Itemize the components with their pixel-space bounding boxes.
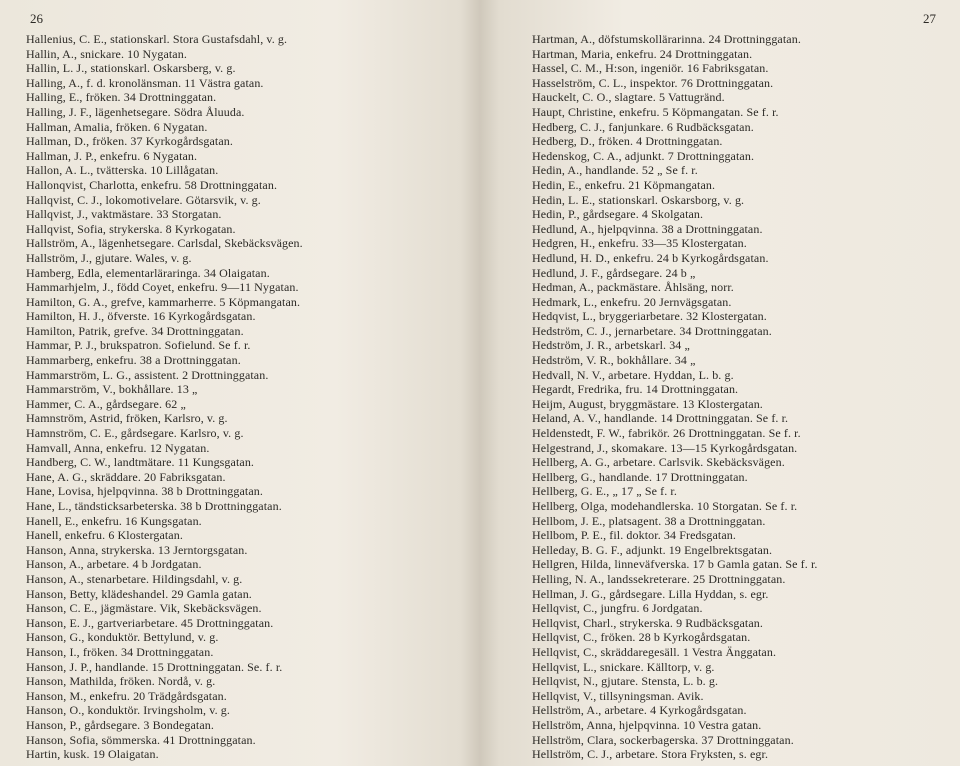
directory-entry: Hanson, Betty, klädeshandel. 29 Gamla gatan. xyxy=(26,586,252,601)
directory-entry: Hamilton, H. J., öfverste. 16 Kyrkogårdsgatan. xyxy=(26,309,256,324)
page-number: 27 xyxy=(923,11,936,26)
directory-entry: Hellqvist, N., gjutare. Stensta, L. b. g. xyxy=(532,674,719,689)
directory-entry: Hedman, A., packmästare. Åhlsäng, norr. xyxy=(532,280,734,295)
directory-entry: Hedström, V. R., bokhållare. 34 „ xyxy=(532,353,696,368)
directory-entry: Hanson, E. J., gartveriarbetare. 45 Drottninggatan. xyxy=(26,615,274,630)
directory-entry: Hane, L., tändsticksarbeterska. 38 b Drottninggatan. xyxy=(26,499,282,513)
directory-entry: Helgestrand, J., skomakare. 13—15 Kyrkogårdsgatan. xyxy=(532,440,798,455)
directory-entry: Hartman, A., döfstumskollärarinna. 24 Drottninggatan. xyxy=(532,32,801,46)
directory-entry: Hanson, O., konduktör. Irvingsholm, v. g. xyxy=(26,703,230,718)
directory-entry: Hanson, Anna, strykerska. 13 Jerntorgsgatan. xyxy=(26,542,248,557)
directory-entry: Halling, J. F., lägenhetsegare. Södra Åluuda. xyxy=(26,104,245,119)
directory-entry: Hanson, G., konduktör. Bettylund, v. g. xyxy=(26,630,219,645)
directory-entry: Hanson, M., enkefru. 20 Trädgårdsgatan. xyxy=(26,688,227,703)
directory-entry: Helleday, B. G. F., adjunkt. 19 Engelbrektsgatan. xyxy=(532,542,773,557)
directory-entry: Hedin, E., enkefru. 21 Köpmangatan. xyxy=(532,177,716,192)
directory-entry: Hanson, A., arbetare. 4 b Jordgatan. xyxy=(26,557,202,572)
directory-entry: Hallonqvist, Charlotta, enkefru. 58 Drottninggatan. xyxy=(26,177,278,192)
directory-entry: Hammarberg, enkefru. 38 a Drottninggatan. xyxy=(26,353,241,368)
directory-entry: Hanson, A., stenarbetare. Hildingsdahl, v. g. xyxy=(26,571,243,586)
directory-entry: Hallqvist, J., vaktmästare. 33 Storgatan. xyxy=(26,207,222,222)
directory-entry: Hamberg, Edla, elementarläraringa. 34 Olaigatan. xyxy=(26,265,270,280)
directory-entry: Hellgren, Hilda, linneväfverska. 17 b Gamla gatan. Se f. r. xyxy=(532,557,818,572)
directory-entry: Hedberg, C. J., fanjunkare. 6 Rudbäcksgatan. xyxy=(532,119,754,134)
directory-entry: Hellberg, A. G., arbetare. Carlsvik. Skebäcksvägen. xyxy=(532,455,785,470)
directory-entry: Haupt, Christine, enkefru. 5 Köpmangatan. Se f. r. xyxy=(532,104,779,119)
directory-entry: Hammarström, V., bokhållare. 13 „ xyxy=(26,382,198,397)
directory-entry: Hellström, Clara, sockerbagerska. 37 Drottninggatan. xyxy=(532,732,794,747)
page-number: 26 xyxy=(30,11,43,26)
directory-entry: Heldenstedt, F. W., fabrikör. 26 Drottninggatan. Se f. r. xyxy=(532,426,801,441)
directory-entry: Hanell, enkefru. 6 Klostergatan. xyxy=(26,528,183,543)
directory-entry: Hanson, P., gårdsegare. 3 Bondegatan. xyxy=(26,717,214,732)
directory-entry: Hanson, I., fröken. 34 Drottninggatan. xyxy=(26,644,214,659)
directory-entry: Halling, A., f. d. kronolänsman. 11 Västra gatan. xyxy=(26,75,264,90)
directory-entry: Hellqvist, C., fröken. 28 b Kyrkogårdsgatan. xyxy=(532,630,751,645)
directory-entry: Handberg, C. W., landtmätare. 11 Kungsgatan. xyxy=(26,455,255,470)
directory-entry: Hane, Lovisa, hjelpqvinna. 38 b Drottninggatan. xyxy=(26,484,263,499)
directory-entry: Hasselström, C. L., inspektor. 76 Drottninggatan. xyxy=(532,75,774,90)
directory-entry: Hallström, A., lägenhetsegare. Carlsdal, Skebäcksvägen. xyxy=(26,236,303,251)
directory-entry: Hellström, C. J., arbetare. Stora Fryksten, s. egr. xyxy=(532,747,769,762)
directory-entry: Hammar, P. J., brukspatron. Sofielund. Se f. r. xyxy=(26,338,251,353)
directory-entry: Hedlund, J. F., gårdsegare. 24 b „ xyxy=(532,265,696,280)
directory-entry: Hedenskog, C. A., adjunkt. 7 Drottninggatan. xyxy=(532,148,755,163)
directory-entry: Hedlund, H. D., enkefru. 24 b Kyrkogårdsgatan. xyxy=(532,250,769,265)
directory-entry: Hellqvist, C., skräddaregesäll. 1 Vestra Änggatan. xyxy=(532,644,777,659)
directory-entry: Hellqvist, C., jungfru. 6 Jordgatan. xyxy=(532,601,703,616)
directory-entry: Hellqvist, Charl., strykerska. 9 Rudbäcksgatan. xyxy=(532,615,763,630)
directory-entry: Hanell, E., enkefru. 16 Kungsgatan. xyxy=(26,513,202,528)
directory-entry: Hellström, Anna, hjelpqvinna. 10 Vestra gatan. xyxy=(532,717,762,732)
directory-entry: Hanson, Sofia, sömmerska. 41 Drottninggatan. xyxy=(26,732,256,747)
directory-entry: Hellström, A., arbetare. 4 Kyrkogårdsgatan. xyxy=(532,703,747,718)
directory-entry: Hassel, C. M., H:son, ingeniör. 16 Fabriksgatan. xyxy=(532,61,769,76)
directory-entry: Hammer, C. A., gårdsegare. 62 „ xyxy=(26,396,186,411)
directory-entry: Hedmark, L., enkefru. 20 Jernvägsgatan. xyxy=(532,294,732,309)
directory-entry: Hamvall, Anna, enkefru. 12 Nygatan. xyxy=(26,440,210,455)
directory-entry: Hellman, J. G., gårdsegare. Lilla Hyddan, s. egr. xyxy=(532,586,769,601)
directory-entry: Hamnström, Astrid, fröken, Karlsro, v. g. xyxy=(26,411,228,426)
directory-entry: Hellbom, J. E., platsagent. 38 a Drottninggatan. xyxy=(532,513,766,528)
directory-entry: Hanson, J. P., handlande. 15 Drottninggatan. Se. f. r. xyxy=(26,659,283,674)
directory-entry: Hamilton, G. A., grefve, kammarherre. 5 Köpmangatan. xyxy=(26,294,301,309)
directory-entry: Hallqvist, Sofia, strykerska. 8 Kyrkogatan. xyxy=(26,221,236,236)
directory-entry: Hane, A. G., skräddare. 20 Fabriksgatan. xyxy=(26,469,226,484)
directory-entry: Hanson, Mathilda, fröken. Nordå, v. g. xyxy=(26,674,216,689)
directory-entry: Hellberg, G., handlande. 17 Drottninggatan. xyxy=(532,469,748,484)
directory-entry: Hallqvist, C. J., lokomotivelare. Götarsvik, v. g. xyxy=(26,192,261,207)
directory-entry: Hedström, C. J., jernarbetare. 34 Drottninggatan. xyxy=(532,323,772,338)
directory-list xyxy=(532,32,936,762)
directory-entry: Hammarhjelm, J., född Coyet, enkefru. 9—11 Nygatan. xyxy=(26,280,299,295)
directory-entry: Hedin, P., gårdsegare. 4 Skolgatan. xyxy=(532,207,704,222)
directory-entry: Hedlund, A., hjelpqvinna. 38 a Drottninggatan. xyxy=(532,221,763,236)
directory-entry: Hallon, A. L., tvätterska. 10 Lillågatan. xyxy=(26,163,219,178)
directory-entry: Hartman, Maria, enkefru. 24 Drottninggatan. xyxy=(532,46,753,61)
directory-entry: Hedin, L. E., stationskarl. Oskarsborg, v. g. xyxy=(532,192,745,207)
directory-entry: Hartin, kusk. 19 Olaigatan. xyxy=(26,747,159,762)
directory-entry: Hellqvist, L., snickare. Källtorp, v. g. xyxy=(532,659,715,674)
directory-entry: Hedström, J. R., arbetskarl. 34 „ xyxy=(532,338,690,353)
directory-entry: Halling, E., fröken. 34 Drottninggatan. xyxy=(26,90,217,105)
directory-entry: Hallenius, C. E., stationskarl. Stora Gustafsdahl, v. g. xyxy=(26,32,288,46)
directory-entry: Hedgren, H., enkefru. 33—35 Klostergatan. xyxy=(532,236,747,251)
directory-entry: Hegardt, Fredrika, fru. 14 Drottninggatan. xyxy=(532,382,739,397)
directory-entry: Hanson, C. E., jägmästare. Vik, Skebäcksvägen. xyxy=(26,601,262,616)
directory-entry: Hellberg, Olga, modehandlerska. 10 Storgatan. Se f. r. xyxy=(532,499,798,513)
directory-entry: Hellbom, P. E., fil. doktor. 34 Fredsgatan. xyxy=(532,528,736,543)
directory-entry: Helling, N. A., landssekreterare. 25 Drottninggatan. xyxy=(532,571,786,586)
directory-entry: Hallman, J. P., enkefru. 6 Nygatan. xyxy=(26,148,198,163)
directory-entry: Hallström, J., gjutare. Wales, v. g. xyxy=(26,250,192,265)
directory-entry: Hauckelt, C. O., slagtare. 5 Vattugränd. xyxy=(532,90,725,105)
directory-entry: Hedqvist, L., bryggeriarbetare. 32 Klostergatan. xyxy=(532,309,767,324)
directory-entry: Hamilton, Patrik, grefve. 34 Drottninggatan. xyxy=(26,323,244,338)
directory-entry: Hedin, A., handlande. 52 „ Se f. r. xyxy=(532,163,698,178)
directory-entry: Heijm, August, bryggmästare. 13 Klostergatan. xyxy=(532,396,763,411)
directory-entry: Heland, A. V., handlande. 14 Drottninggatan. Se f. r. xyxy=(532,411,789,426)
directory-entry: Hellberg, G. E., „ 17 „ Se f. r. xyxy=(532,484,677,499)
directory-entry: Hallman, D., fröken. 37 Kyrkogårdsgatan. xyxy=(26,134,233,149)
directory-entry: Hammarström, L. G., assistent. 2 Drottninggatan. xyxy=(26,367,269,382)
directory-entry: Hamnström, C. E., gårdsegare. Karlsro, v. g. xyxy=(26,426,244,441)
directory-entry: Hedberg, D., fröken. 4 Drottninggatan. xyxy=(532,134,723,149)
right-page xyxy=(480,0,960,766)
directory-entry: Hellqvist, V., tillsyningsman. Avik. xyxy=(532,688,704,703)
directory-entry: Hedvall, N. V., arbetare. Hyddan, L. b. g. xyxy=(532,367,734,382)
directory-list xyxy=(26,32,466,762)
directory-entry: Hallin, L. J., stationskarl. Oskarsberg, v. g. xyxy=(26,61,236,76)
directory-entry: Hallin, A., snickare. 10 Nygatan. xyxy=(26,46,187,61)
directory-entry: Hallman, Amalia, fröken. 6 Nygatan. xyxy=(26,119,208,134)
